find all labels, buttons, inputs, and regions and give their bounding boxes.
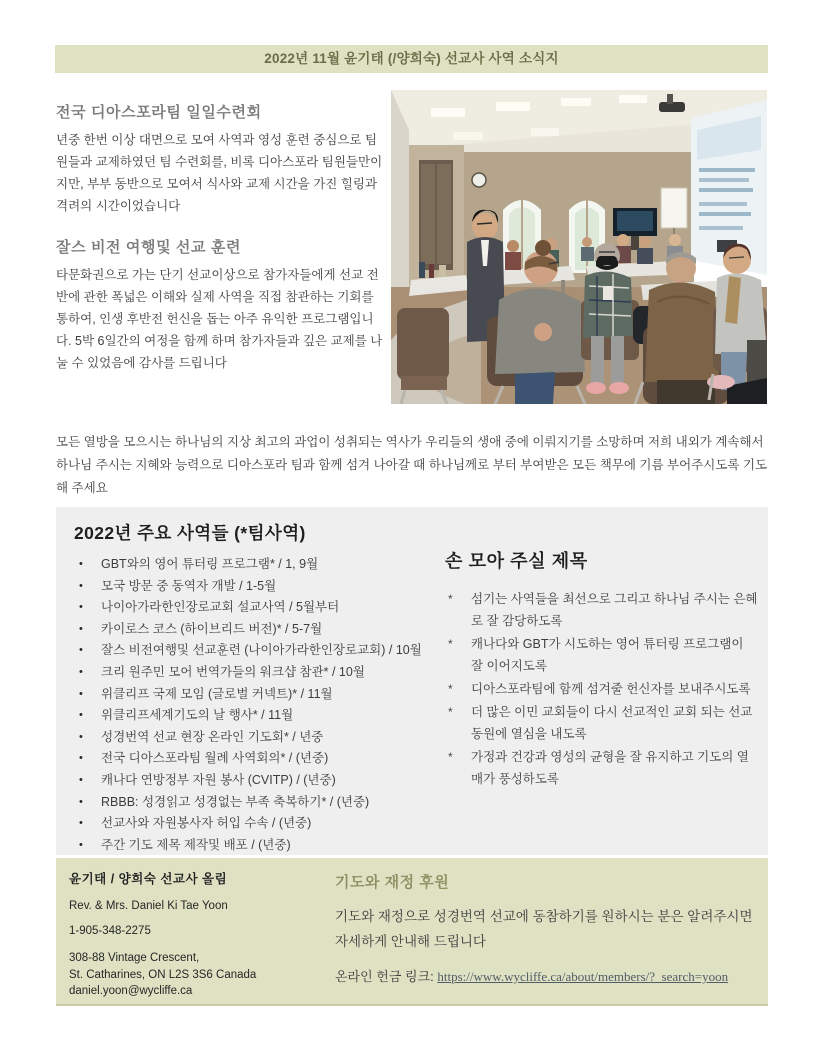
address-line-1: 308-88 Vintage Crescent, (69, 952, 200, 964)
prayer-request-label: 디아스포라팀에 함께 섬겨줄 헌신자를 보내주시도록 (471, 682, 751, 696)
prayer-request-list (445, 588, 759, 790)
bullet-icon: • (79, 838, 83, 851)
ministry-item-label: 주간 기도 제목 제작및 배포 / (년중) (101, 837, 291, 852)
bullet-icon: • (79, 558, 83, 570)
asterisk-icon: * (448, 750, 453, 764)
bullet-icon: • (79, 752, 83, 765)
bullet-icon: • (79, 795, 83, 808)
ministry-list (74, 554, 464, 856)
prayer-request-label: 섬기는 사역들을 최선으로 그리고 하나님 주시는 은혜로 잘 감당하도록 (471, 592, 758, 628)
bullet-icon: • (79, 817, 83, 830)
support-body: 기도와 재정으로 성경번역 선교에 동참하기를 원하시는 분은 알려주시면 자세하게 안내해 드립니다 (335, 909, 753, 949)
donation-line (335, 966, 765, 985)
ministry-item-label: 전국 디아스포라팀 월례 사역회의* / (년중) (101, 751, 329, 766)
bullet-icon: • (79, 665, 83, 678)
bullet-icon: • (79, 687, 83, 700)
prayer-request-item (445, 701, 759, 745)
ministry-item-label: GBT와의 영어 튜터링 프로그램* / 1, 9월 (101, 557, 319, 571)
ministry-item-label: 나이아가라한인장로교회 설교사역 / 5월부터 (101, 600, 340, 615)
support-section (335, 871, 765, 985)
contact-name-en: Rev. & Mrs. Daniel Ki Tae Yoon (69, 900, 228, 912)
ministry-item-label: 캐나다 연방정부 자원 봉사 (CVITP) / (년중) (101, 772, 336, 787)
bullet-icon: • (79, 730, 83, 743)
asterisk-icon: * (448, 682, 453, 696)
ministry-item-label: 카이로스 코스 (하이브리드 버전)* / 5-7월 (101, 621, 323, 636)
bullet-icon: • (79, 773, 83, 786)
contact-phone: 1-905-348-2275 (69, 925, 151, 937)
ministries-box (56, 507, 768, 855)
ministries-heading: 2022년 주요 사역들 (*팀사역) (74, 523, 306, 543)
ministry-item-label: 성경번역 선교 현장 온라인 기도회* / 년중 (101, 729, 324, 744)
ministry-item (74, 813, 464, 835)
prayer-request-label: 캐나다와 GBT가 시도하는 영어 튜터링 프로그램이 잘 이어지도록 (471, 637, 744, 673)
asterisk-icon: * (448, 592, 453, 606)
ministry-item (74, 576, 464, 598)
ministry-item-label: 잘스 비전여행및 선교훈련 (나이아가라한인장로교회) / 10월 (101, 643, 422, 658)
ministry-item (74, 662, 464, 684)
ministry-item (74, 554, 464, 576)
retreat-section-body: 년중 한번 이상 대면으로 모여 사역과 영성 훈련 중심으로 팀원들과 교제하였던 팀 수련회를, 비록 디아스포라 팀원들만이지만, 부부 동반으로 모여서 식사와 교제 시간을 가진 힐링과 격려의 시간이었습니다 (56, 133, 383, 213)
ministry-item-label: 위클리프 국제 모임 (글로벌 커넥트)* / 11월 (101, 686, 333, 701)
vision-trip-section-body: 타문화권으로 가는 단기 선교이상으로 참가자들에게 선교 전반에 관한 폭넓은 이해와 실제 사역을 직접 참관하는 기회를 통하여, 인생 후반전 헌신을 돕는 아주 유익한 프로그램입니다. 5박 6일간의 여정을 함께 하며 참가자들과 깊은 교제를 나눌 수 있었음에 감사를 드립니다 (56, 268, 383, 370)
prayer-request-label: 가정과 건강과 영성의 균형을 잘 유지하고 기도의 열매가 풍성하도록 (471, 750, 749, 786)
ministry-item (74, 748, 464, 770)
ministry-item (74, 619, 464, 641)
mid-paragraph: 모든 열방을 모으시는 하나님의 지상 최고의 과업이 성취되는 역사가 우리들의 생애 중에 이뤄지기를 소망하며 저희 내외가 계속해서 하나님 주시는 지혜와 능력으로 디아스포라 팀과 함께 섬겨 나아갈 때 하나님께로 부터 부여받은 모든 책무에 기름 부어주시도록 기도해 주세요 (56, 435, 768, 495)
footer-contact (69, 869, 334, 1000)
support-heading: 기도와 재정 후원 (335, 874, 450, 891)
prayer-request-item (445, 746, 759, 790)
asterisk-icon: * (448, 705, 453, 719)
prayer-requests-heading: 손 모아 주실 제목 (445, 551, 588, 571)
ministry-item-label: 크리 원주민 모어 번역가들의 워크샵 참관* / 10월 (101, 664, 365, 679)
ministry-item (74, 597, 464, 619)
retreat-photo-illustration (391, 90, 767, 404)
asterisk-icon: * (448, 637, 453, 651)
left-column (56, 101, 389, 374)
ministry-item (74, 705, 464, 727)
bullet-icon: • (79, 709, 83, 722)
footer-box (56, 858, 768, 1006)
ministry-item-label: 선교사와 자원봉사자 허입 수속 / (년중) (101, 816, 312, 831)
prayer-request-item (445, 678, 759, 700)
address-line-2: St. Catharines, ON L2S 3S6 Canada (69, 968, 257, 981)
prayer-request-label: 더 많은 이민 교회들이 다시 선교적인 교회 되는 선교 동원에 열심을 내도록 (471, 705, 753, 741)
bullet-icon: • (79, 601, 83, 614)
ministry-item (74, 640, 464, 662)
vision-trip-section-heading: 잘스 비전 여행및 선교 훈련 (56, 239, 242, 256)
donation-link[interactable]: https://www.wycliffe.ca/about/members/?_search=yoon (437, 969, 729, 984)
bullet-icon: • (79, 644, 83, 657)
ministry-item (74, 835, 464, 857)
prayer-request-item (445, 633, 759, 677)
contact-email: daniel.yoon@wycliffe.ca (69, 985, 193, 997)
ministry-item (74, 792, 464, 814)
bullet-icon: • (79, 579, 83, 592)
signature: 윤기태 / 양희숙 선교사 올림 (69, 872, 228, 886)
donation-link-label: 온라인 헌금 링크: (335, 969, 434, 984)
retreat-photo (391, 90, 767, 404)
ministry-item-label: 모국 방문 중 동역자 개발 / 1-5월 (101, 578, 277, 593)
contact-address (69, 950, 334, 1000)
ministry-item (74, 684, 464, 706)
retreat-section-heading: 전국 디아스포라팀 일일수련회 (56, 104, 262, 121)
ministry-item (74, 727, 464, 749)
newsletter-title: 2022년 11월 윤기태 (/양희숙) 선교사 사역 소식지 (55, 45, 768, 73)
prayer-request-item (445, 588, 759, 632)
ministry-item-label: 위클리프세계기도의 날 행사* / 11월 (101, 708, 294, 723)
bullet-icon: • (79, 622, 83, 635)
ministry-item-label: RBBB: 성경읽고 성경없는 부족 축복하기* / (년중) (101, 794, 370, 809)
prayer-requests (445, 547, 759, 791)
ministry-item (74, 770, 464, 792)
